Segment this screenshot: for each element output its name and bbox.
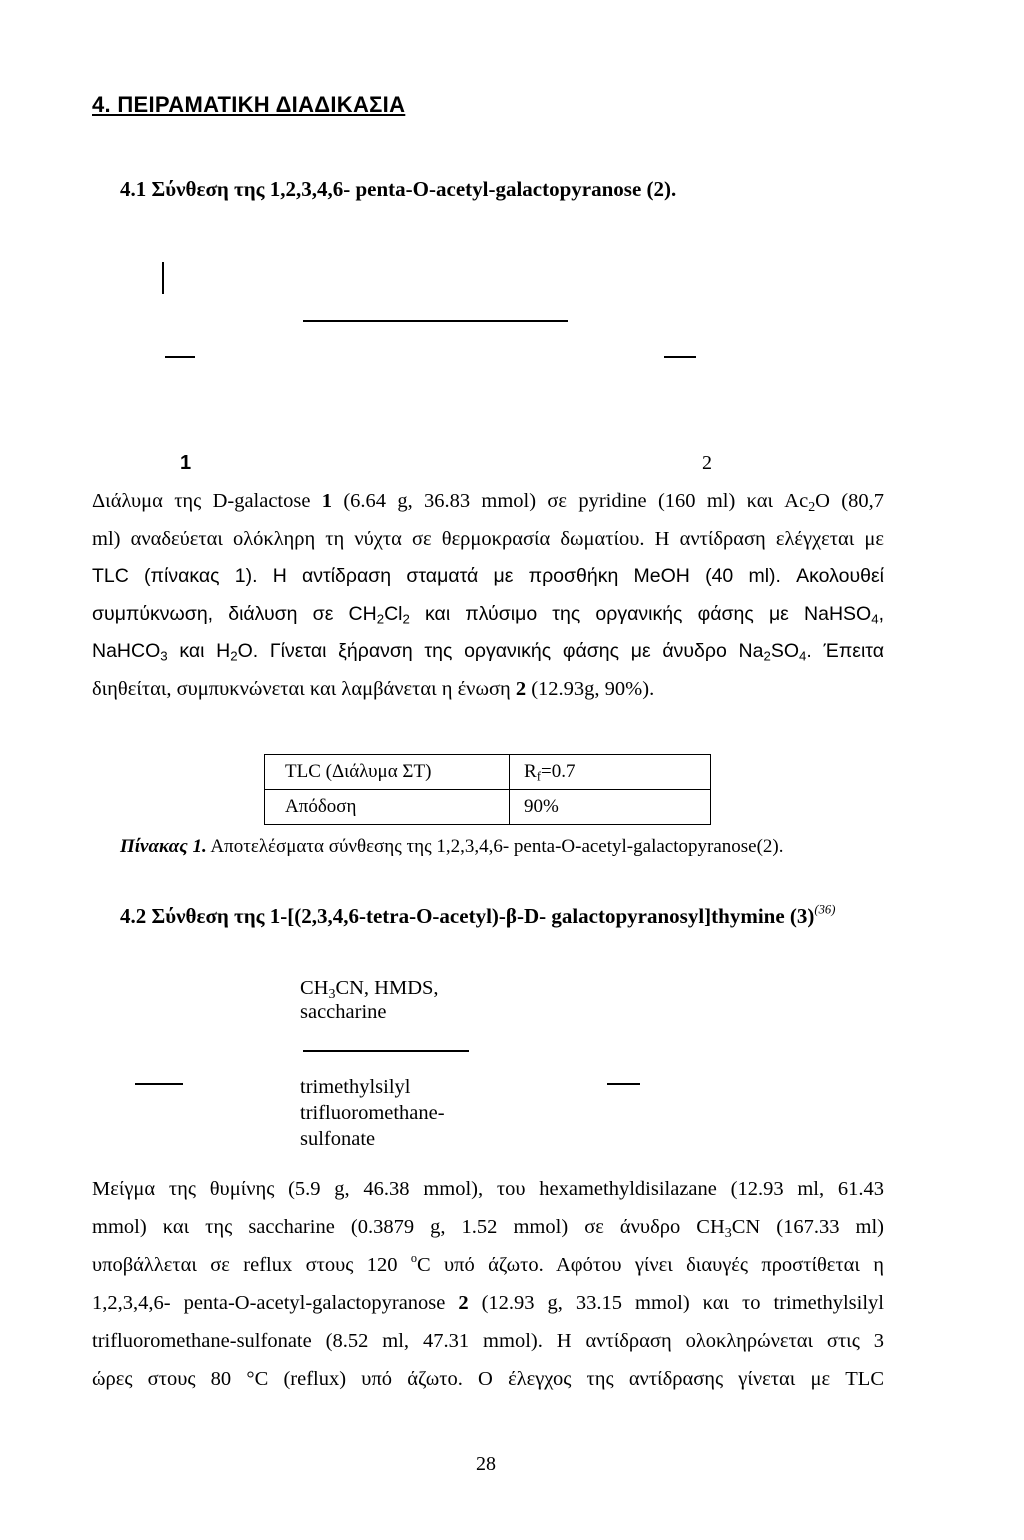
procedure-paragraph-1 [92, 483, 884, 708]
subsection-4-2-heading: 4.2 Σύνθεση της 1-[(2,3,4,6-tetra-O-acetyl)-β-D- galactopyranosyl]thymine $(3)^{(36)}$ [120, 902, 836, 928]
reaction-arrow [303, 1050, 469, 1052]
table-cell-label: Απόδοση [265, 790, 510, 825]
table-cell-value: 90% [510, 790, 711, 825]
results-table [264, 754, 711, 825]
table-caption [120, 836, 783, 858]
table-row [265, 755, 711, 790]
compound-label-2: 2 [702, 452, 712, 474]
paragraph-line: NaHCO$_3$ και $H_2O$. Γίνεται ξήρανση της οργανικής φάσης με άνυδρο $Na_2SO_4$. Έπειτα [92, 640, 884, 664]
table-row [265, 790, 711, 825]
paragraph-line: mmol) και της saccharine (0.3879 g, 1.52 mmol) σε άνυδρο $CH_3CN$ (167.33 ml) [92, 1216, 884, 1241]
reagents-below-arrow: trimethylsilyl trifluoromethane- sulfonate [300, 1076, 445, 1150]
paragraph-line: Μείγμα της θυμίνης (5.9 g, 46.38 mmol), του hexamethyldisilazane (12.93 ml, 61.43 [92, 1178, 884, 1200]
paragraph-line: trifluoromethane-sulfonate (8.52 ml, 47.31 mmol). Η αντίδραση ολοκληρώνεται στις 3 [92, 1330, 884, 1352]
reaction-arrow [303, 320, 568, 322]
paragraph-line: ώρες στους 80 °C (reflux) υπό άζωτο. Ο έλεγχος της αντίδρασης γίνεται με TLC [92, 1368, 884, 1390]
scheme-bond-stroke [135, 1083, 183, 1085]
scheme-bond-stroke [165, 356, 195, 358]
table-caption-text: Αποτελέσματα σύνθεσης της 1,2,3,4,6- penta-O-acetyl-galactopyranose(2). [206, 836, 784, 857]
page-number: 28 [476, 1453, 496, 1475]
table-cell-label: TLC (Διάλυμα ΣΤ) [265, 755, 510, 790]
subsection-4-1-heading: 4.1 Σύνθεση της 1,2,3,4,6- penta-O-acetyl-galactopyranose (2). [120, 177, 677, 201]
procedure-paragraph-2 [92, 1170, 884, 1398]
paragraph-line: 1,2,3,4,6- penta-O-acetyl-galactopyranose 2 (12.93 g, 33.15 mmol) και το trimethylsilyl [92, 1292, 884, 1314]
compound-label-1: 1 [180, 452, 192, 474]
reagents-above-arrow: $CH_3CN$, HMDS, saccharine [300, 977, 439, 1023]
paragraph-line: TLC (πίνακας 1). Η αντίδραση σταματά με προσθήκη MeOH (40 ml). Ακολουθεί [92, 565, 884, 587]
paragraph-line: διηθείται, συμπυκνώνεται και λαμβάνεται η ένωση 2 (12.93g, 90%). [92, 677, 655, 700]
table-cell-value: $R_f=0.7$ [510, 755, 711, 790]
paragraph-line: συμπύκνωση, διάλυση σε $CH_2Cl_2$ και πλύσιμο της οργανικής φάσης με NaHSO$_4$, [92, 602, 884, 627]
paragraph-line: ml) αναδεύεται ολόκληρη τη νύχτα σε θερμοκρασία δωματίου. Η αντίδραση ελέγχεται με [92, 527, 884, 550]
table-caption-label: Πίνακας 1. [120, 836, 207, 857]
paragraph-line: Διάλυμα της D-galactose 1 (6.64 g, 36.83 mmol) σε pyridine (160 ml) και $Ac_2O$ (80,7 [92, 490, 884, 515]
scheme-bond-stroke [607, 1083, 640, 1085]
scheme-bond-stroke [162, 262, 164, 294]
paragraph-line: υποβάλλεται σε reflux στους 120 $^o$C υπό άζωτο. Αφότου γίνει διαυγές προστίθεται η [92, 1250, 884, 1276]
scheme-bond-stroke [664, 356, 696, 358]
heading-reference: (36) [814, 902, 836, 917]
section-heading: 4. ΠΕΙΡΑΜΑΤΙΚΗ ΔΙΑΔΙΚΑΣΙΑ [92, 92, 406, 117]
